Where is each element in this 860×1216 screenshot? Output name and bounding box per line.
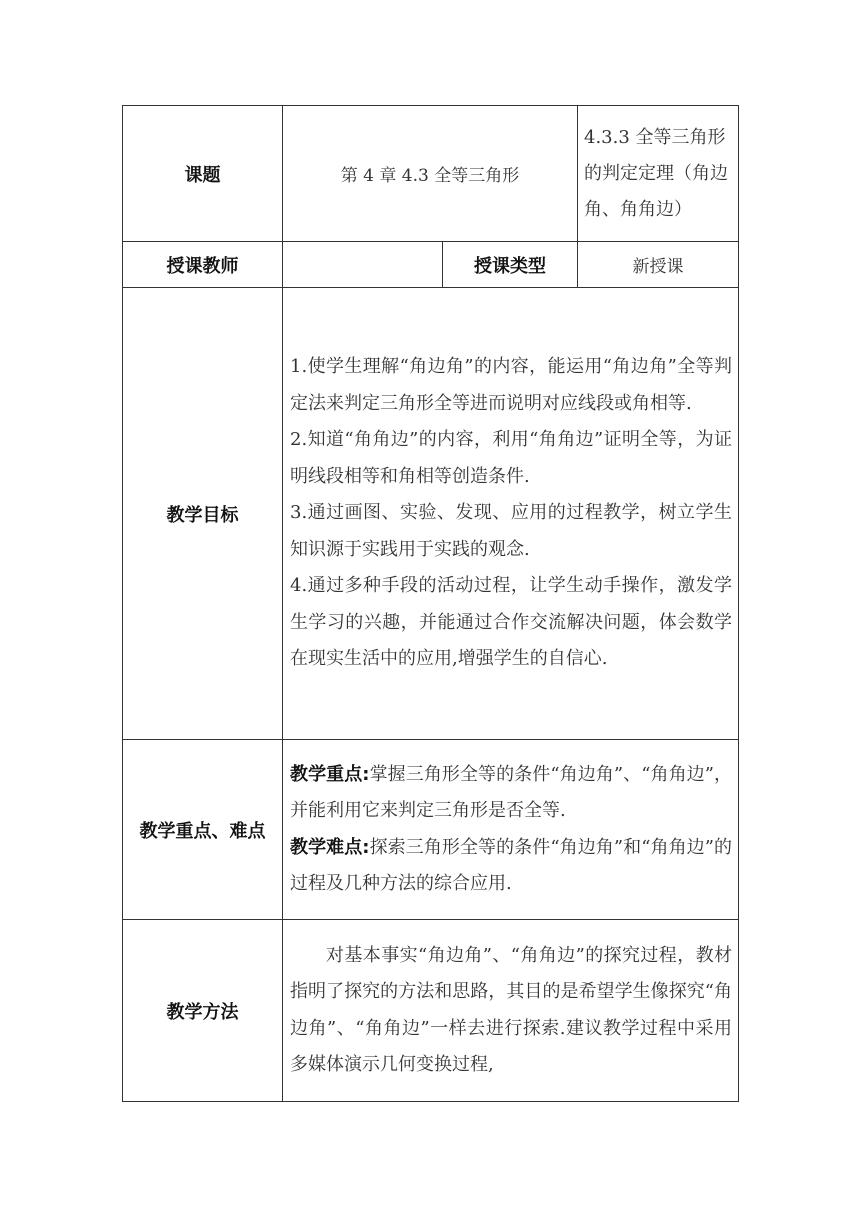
chapter-cell: 第 4 章 4.3 全等三角形 <box>283 106 578 242</box>
goals-label: 教学目标 <box>123 288 283 740</box>
row-method <box>123 920 739 1102</box>
type-label: 授课类型 <box>443 242 578 288</box>
row-goals <box>123 288 739 740</box>
goal-item: 2.知道“角角边”的内容，利用“角角边”证明全等，为证明线段相等和角相等创造条件. <box>290 429 732 487</box>
key-point-text: 掌握三角形全等的条件“角边角”、“角角边”，并能利用它来判定三角形是否全等. <box>290 763 733 821</box>
difficult-point-paragraph <box>290 830 732 903</box>
key-point-paragraph <box>290 757 732 830</box>
goals-content <box>283 288 739 740</box>
title-label: 课题 <box>123 106 283 242</box>
row-title <box>123 106 739 242</box>
key-points-label: 教学重点、难点 <box>123 740 283 920</box>
method-content: 对基本事实“角边角”、“角角边”的探究过程，教材指明了探究的方法和思路，其目的是希望学生像探究“角边角”、“角角边”一样去进行探索.建议教学过程中采用多媒体演示几何变换过程, <box>283 920 739 1102</box>
lesson-title-cell: 4.3.3 全等三角形的判定定理（角边角、角角边） <box>578 106 739 242</box>
difficult-point-label: 教学难点: <box>290 836 370 858</box>
row-teacher <box>123 242 739 288</box>
difficult-point-text: 探索三角形全等的条件“角边角”和“角角边”的过程及几种方法的综合应用. <box>290 836 733 894</box>
goal-item: 3.通过画图、实验、发现、应用的过程教学，树立学生知识源于实践用于实践的观念. <box>290 502 732 560</box>
method-label: 教学方法 <box>123 920 283 1102</box>
teacher-label: 授课教师 <box>123 242 283 288</box>
key-points-content <box>283 740 739 920</box>
goal-item: 1.使学生理解“角边角”的内容，能运用“角边角”全等判定法来判定三角形全等进而说明对应线段或角相等. <box>290 356 732 414</box>
type-value: 新授课 <box>578 242 739 288</box>
row-key-points <box>123 740 739 920</box>
lesson-plan-table <box>122 105 739 1102</box>
goal-item: 4.通过多种手段的活动过程，让学生动手操作，激发学生学习的兴趣，并能通过合作交流解决问题，体会数学在现实生活中的应用,增强学生的自信心. <box>290 575 732 670</box>
teacher-value <box>283 242 443 288</box>
key-point-label: 教学重点: <box>290 763 370 785</box>
